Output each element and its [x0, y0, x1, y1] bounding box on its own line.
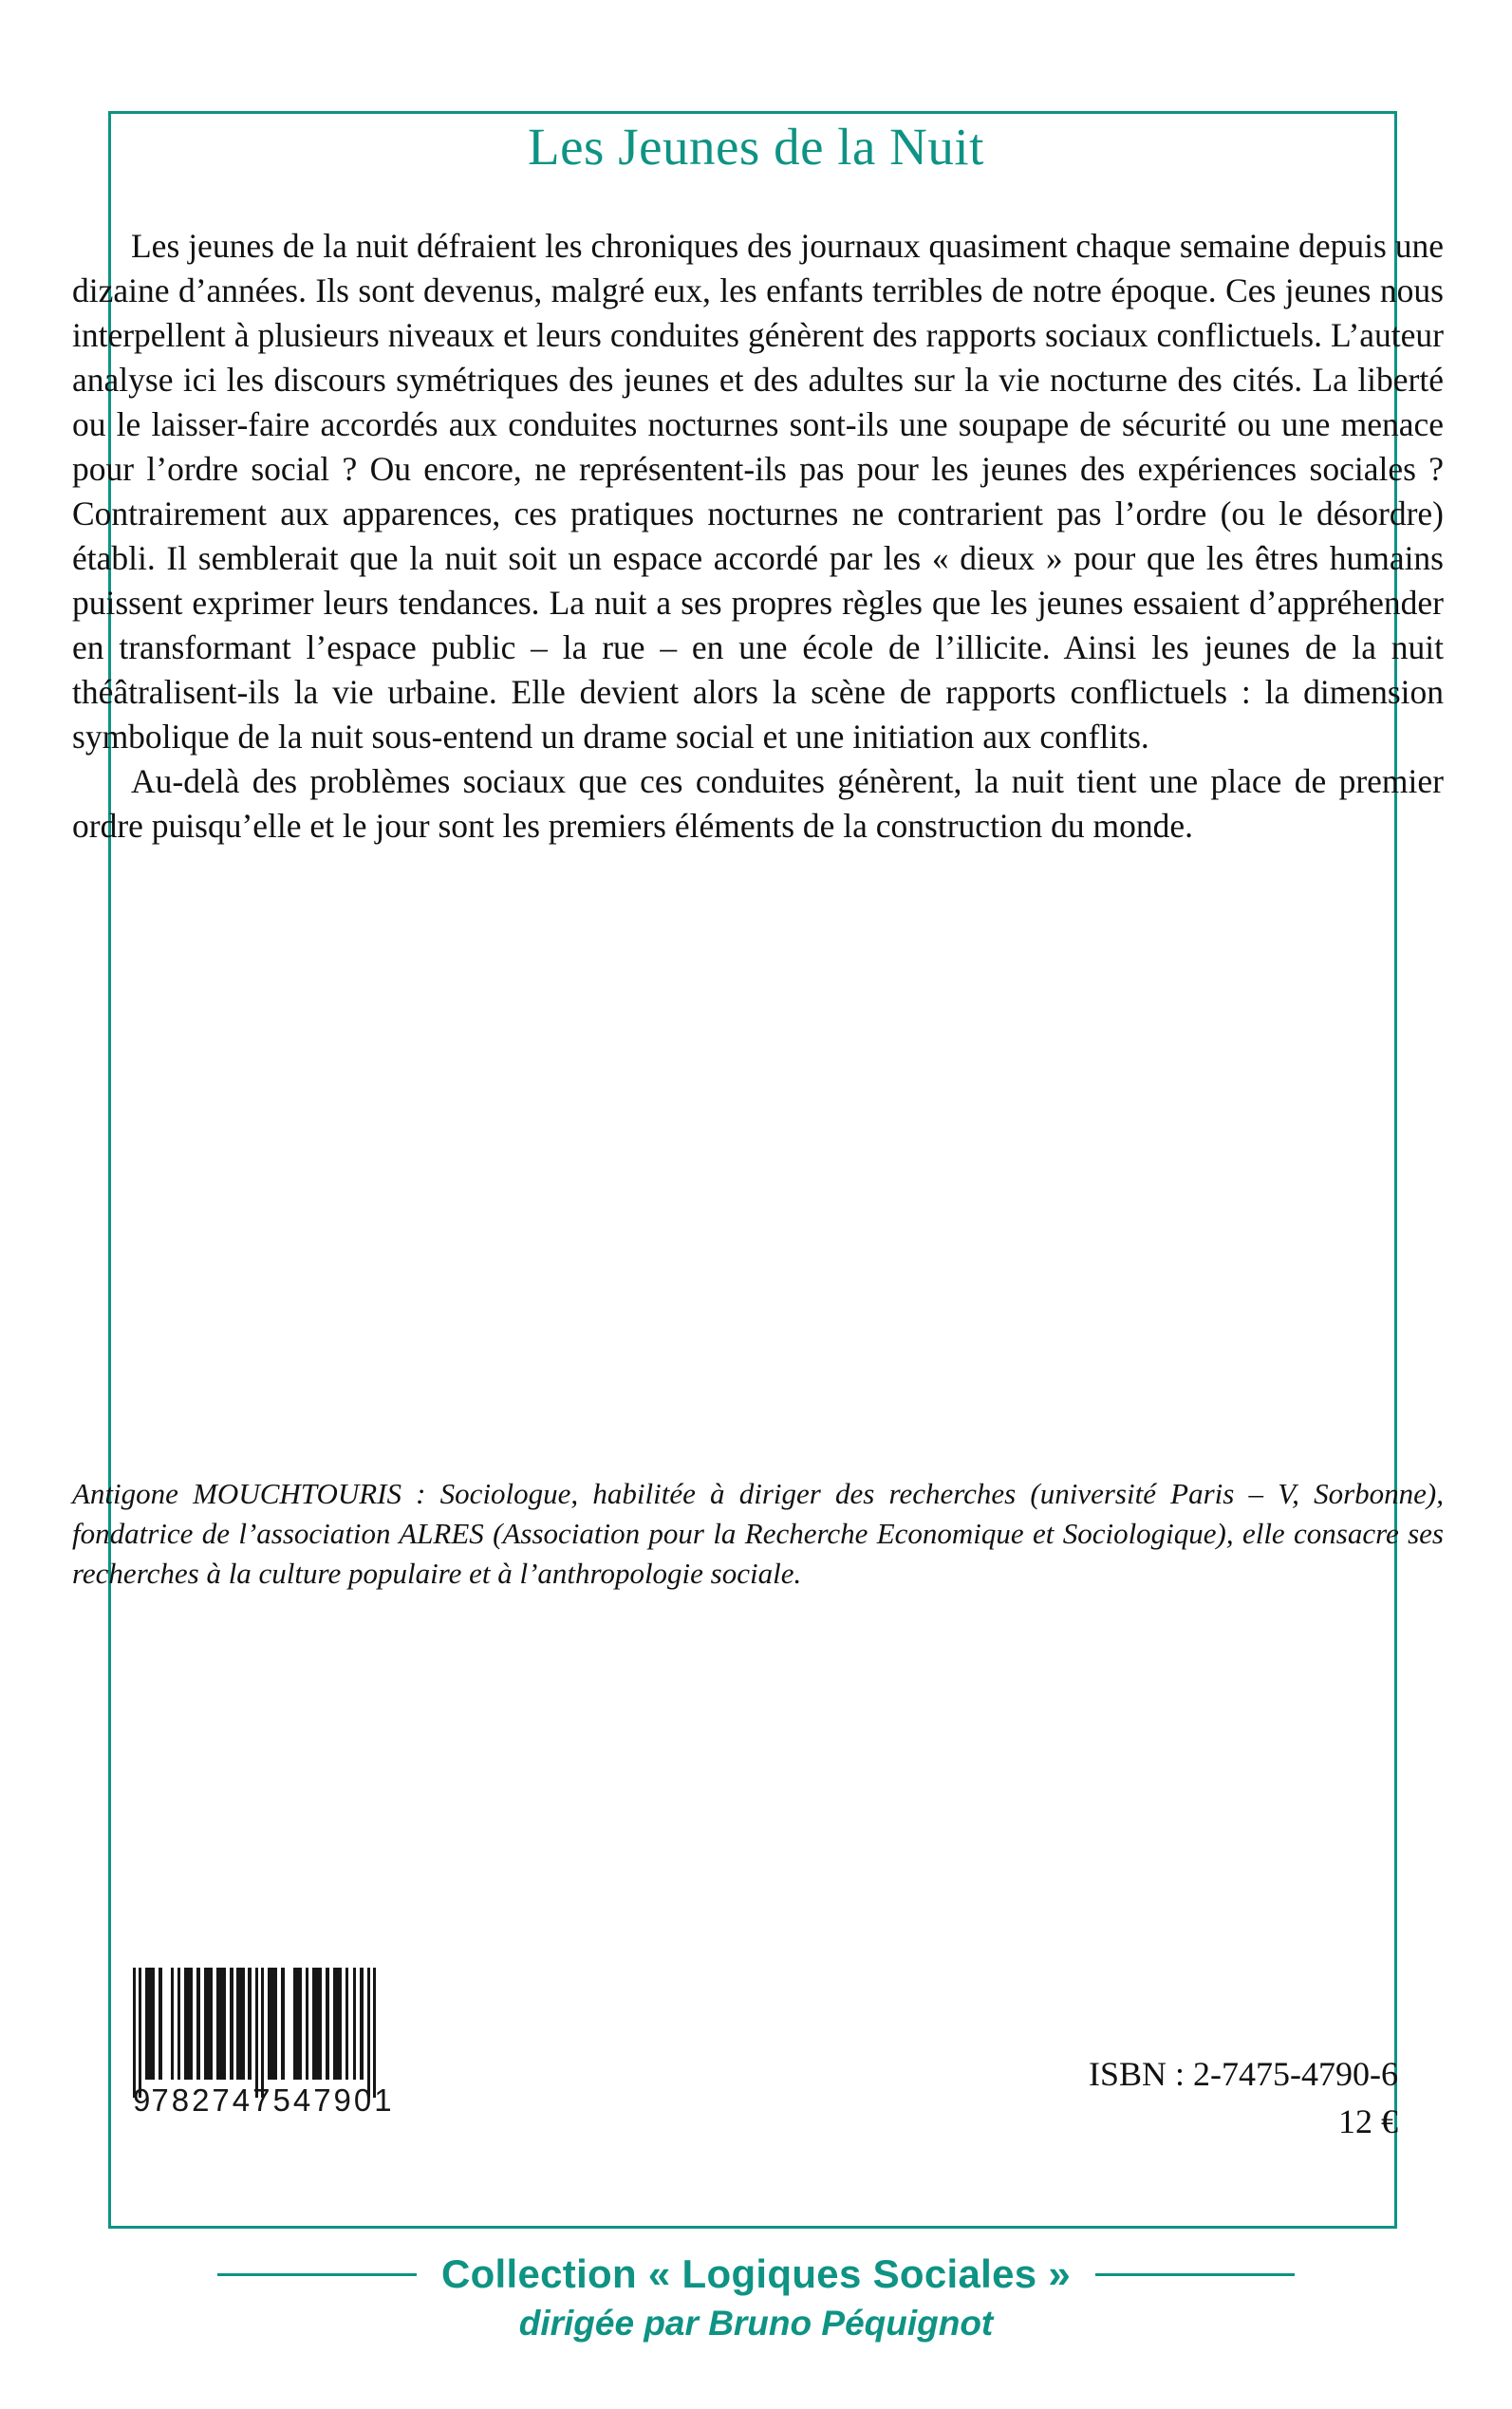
barcode-digits [133, 2082, 395, 2119]
collection-name: Collection « Logiques Sociales » [440, 2251, 1072, 2296]
collection-footer [0, 2251, 1512, 2344]
collection-title-row [0, 2251, 1512, 2297]
barcode-lead-digit: 9 [133, 2082, 152, 2118]
price-label: 12 € [1338, 2102, 1398, 2140]
footer-rule-left [217, 2273, 417, 2276]
blurb-paragraph-1: Les jeunes de la nuit défraient les chroniques des journaux quasiment chaque semaine depuis une dizaine d’années. Ils sont devenus, malgré eux, les enfants terribles de notre époque. Ces jeunes nous interpellent à plusieurs niveaux et leurs conduites génèrent des rapports sociaux conflictuels. L’auteur analyse ici les discours symétriques des jeunes et des adultes sur la vie nocturne des cités. La liberté ou le laisser-faire accordés aux conduites nocturnes sont-ils une soupape de sécurité ou une menace pour l’ordre social ? Ou encore, ne représentent-ils pas pour les jeunes des expériences sociales ? Contrairement aux apparences, ces pratiques nocturnes ne contrarient pas l’ordre (ou le désordre) établi. Il semblerait que la nuit soit un espace accordé par les « dieux » pour que les êtres humains puissent exprimer leurs tendances. La nuit a ses propres règles que les jeunes essaient d’appréhender en transformant l’espace public – la rue – en une école de l’illicite. Ainsi les jeunes de la nuit théâtralisent-ils la vie urbaine. Elle devient alors la scène de rapports conflictuels : la dimension symbolique de la nuit sous-entend un drame social et une initiation aux conflits. [72, 227, 1444, 756]
blurb-section [72, 224, 1444, 849]
isbn-block [1089, 2050, 1398, 2145]
blurb-paragraph-2: Au-delà des problèmes sociaux que ces conduites génèrent, la nuit tient une place de premier ordre puisqu’elle et le jour sont les premiers éléments de la construction du monde. [72, 762, 1444, 845]
author-bio-text: Antigone MOUCHTOURIS : Sociologue, habilitée à diriger des recherches (université Paris – V, Sorbonne), fondatrice de l’association ALRES (Association pour la Recherche Economique et Sociologique), elle consacre ses recherches à la culture populaire et à l’anthropologie sociale. [72, 1477, 1444, 1590]
barcode-group-left: 782747 [151, 2082, 273, 2118]
barcode-image [133, 1968, 376, 2080]
isbn-number: ISBN : 2-7475-4790-6 [1089, 2055, 1398, 2093]
page-title: Les Jeunes de la Nuit [528, 118, 984, 176]
collection-editor: dirigée par Bruno Péquignot [518, 2304, 994, 2343]
barcode-group-right: 547901 [272, 2082, 395, 2118]
footer-rule-right [1095, 2273, 1295, 2276]
author-bio-section [72, 1474, 1444, 1594]
barcode-block [133, 1968, 399, 2119]
